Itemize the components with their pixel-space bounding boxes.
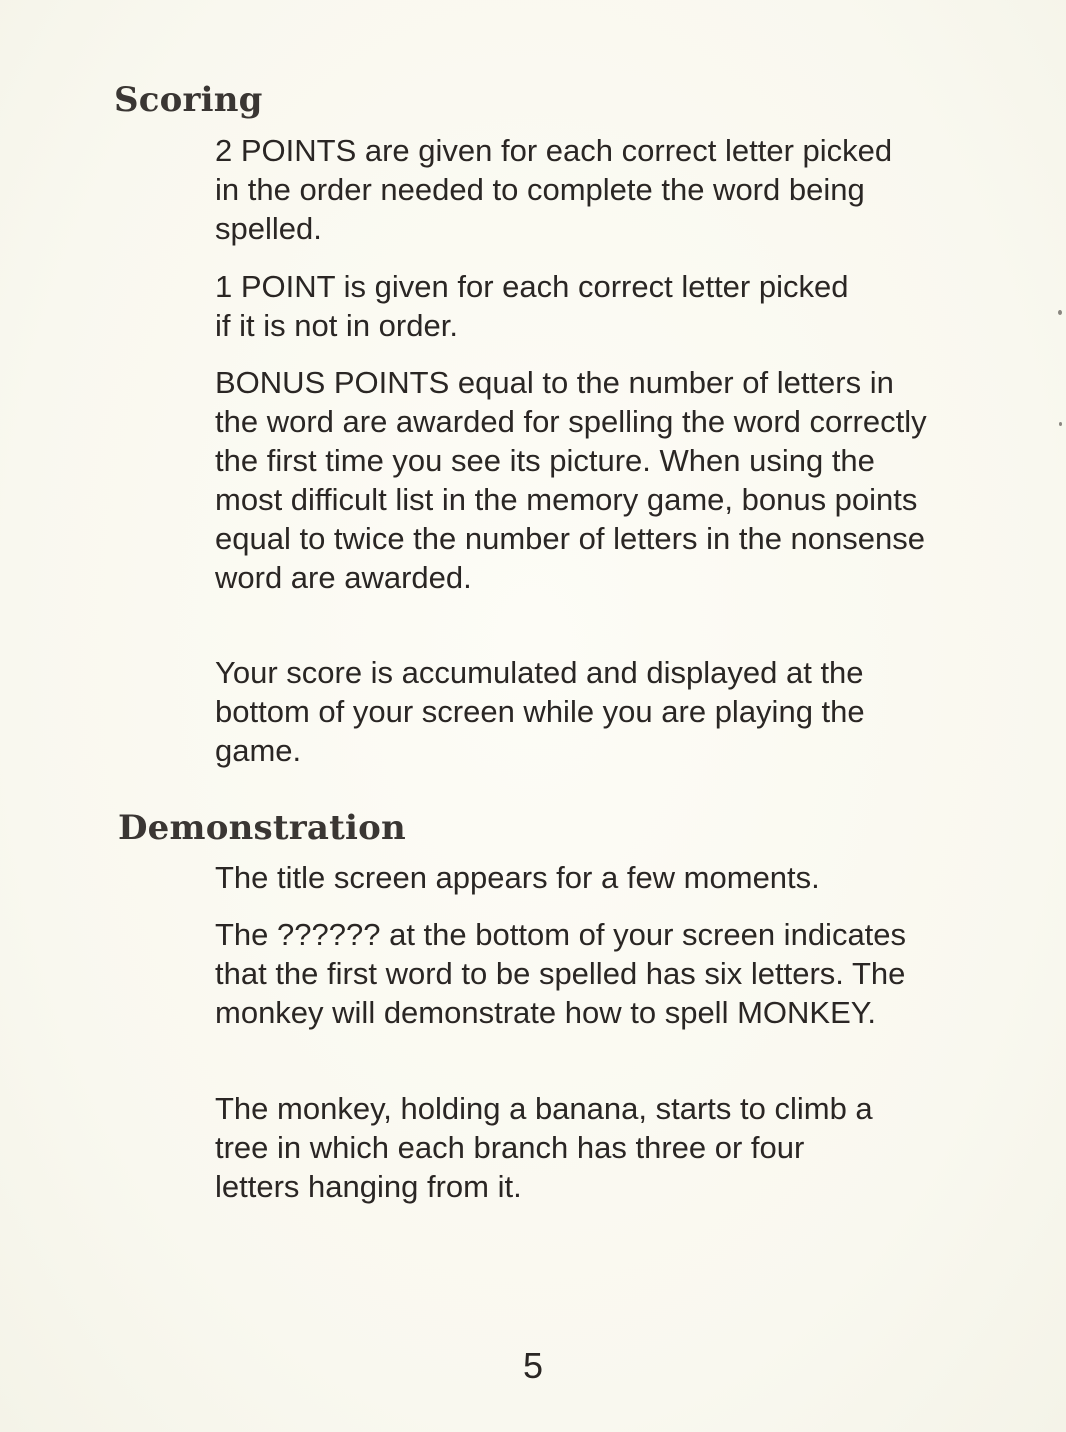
- page-number: 5: [522, 1345, 544, 1386]
- demonstration-paragraph-title-screen: The title screen appears for a few moments.: [215, 860, 820, 895]
- scoring-paragraph-bonus-points: BONUS POINTS equal to the number of letters in the word are awarded for spelling the word correctly the first time you see its picture. When using the most difficult list in the memory game, bonus points equal to twice the number of letters in the nonsense word are awarded.: [215, 365, 927, 595]
- demonstration-paragraph-monkey-climb: The monkey, holding a banana, starts to climb a tree in which each branch has three or four letters hanging from it.: [215, 1091, 873, 1204]
- demonstration-paragraph-question-marks: The ?????? at the bottom of your screen indicates that the first word to be spelled has six letters. The monkey will demonstrate how to spell MONKEY.: [215, 917, 907, 1030]
- demonstration-heading: Demonstration: [118, 808, 406, 848]
- scoring-paragraph-one-point: 1 POINT is given for each correct letter picked if it is not in order.: [215, 269, 849, 343]
- paper-speck: [1058, 310, 1062, 315]
- scoring-paragraph-two-points: 2 POINTS are given for each correct letter picked in the order needed to complete the word being spelled.: [215, 133, 893, 246]
- paper-speck: [1059, 422, 1062, 426]
- scoring-heading: Scoring: [114, 80, 263, 120]
- scoring-paragraph-score-display: Your score is accumulated and displayed at the bottom of your screen while you are playing the game.: [215, 655, 865, 768]
